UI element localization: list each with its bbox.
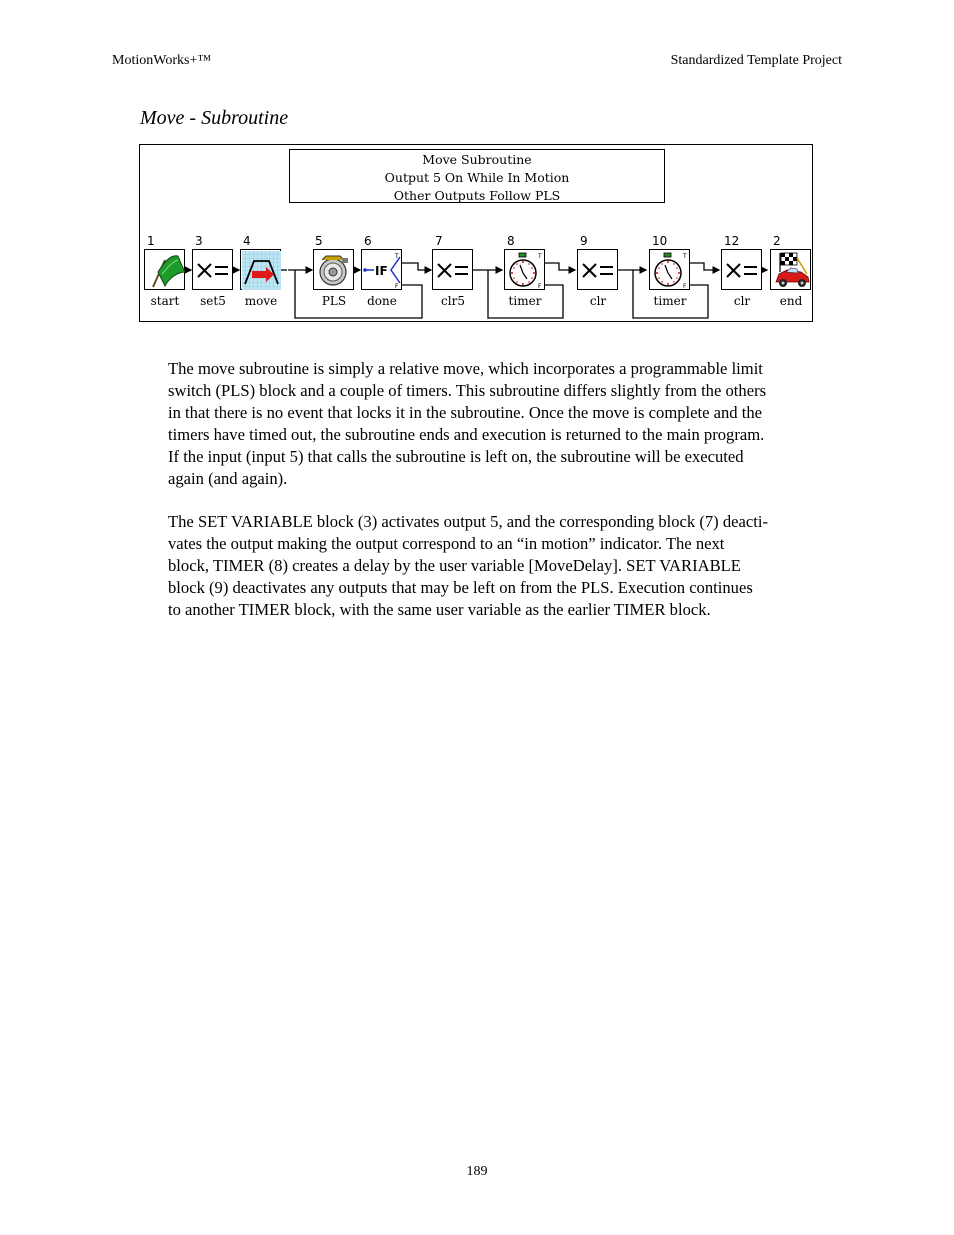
svg-text:IF: IF xyxy=(375,264,388,278)
block-label: clr xyxy=(733,294,751,308)
svg-text:T: T xyxy=(683,253,687,260)
set-variable-icon xyxy=(193,250,234,291)
svg-text:T: T xyxy=(538,253,542,260)
header-product-name: MotionWorks+™ xyxy=(112,53,212,68)
block-number: 9 xyxy=(580,234,588,248)
move-profile-icon xyxy=(241,250,282,291)
set-variable-block[interactable] xyxy=(577,249,618,290)
block-number: 8 xyxy=(507,234,515,248)
svg-text:F: F xyxy=(538,283,542,290)
stopwatch-icon xyxy=(650,250,691,291)
block-number: 3 xyxy=(195,234,203,248)
text-line: If the input (input 5) that calls the subroutine is left on, the subroutine will be executed xyxy=(168,447,744,466)
text-line: timers have timed out, the subroutine ends and execution is returned to the main program. xyxy=(168,425,765,444)
text-line: block (9) deactivates any outputs that may be left on from the PLS. Execution continues xyxy=(168,578,753,597)
block-label: clr xyxy=(589,294,607,308)
set-variable-block[interactable] xyxy=(432,249,473,290)
if-done-block[interactable] xyxy=(361,249,402,290)
comment-line: Move Subroutine xyxy=(422,152,532,167)
if-decision-icon xyxy=(362,250,403,291)
text-line: vates the output making the output correspond to an “in motion” indicator. The next xyxy=(168,534,725,553)
text-line: The move subroutine is simply a relative move, which incorporates a programmable limit xyxy=(168,359,763,378)
block-label: timer xyxy=(653,294,687,308)
block-number: 5 xyxy=(315,234,323,248)
section-title: Move - Subroutine xyxy=(140,107,289,129)
block-number: 1 xyxy=(147,234,155,248)
text-line: block, TIMER (8) creates a delay by the user variable [MoveDelay]. SET VARIABLE xyxy=(168,556,741,575)
block-label: timer xyxy=(508,294,542,308)
block-label: clr5 xyxy=(441,294,465,308)
text-line: again (and again). xyxy=(168,469,288,488)
comment-line: Output 5 On While In Motion xyxy=(384,170,570,185)
block-label: done xyxy=(367,294,397,308)
block-label: set5 xyxy=(200,294,226,308)
block-number: 10 xyxy=(652,234,668,248)
text-line: to another TIMER block, with the same user variable as the earlier TIMER block. xyxy=(168,600,711,619)
block-label: end xyxy=(779,294,803,308)
end-block[interactable] xyxy=(770,249,811,290)
text-line: The SET VARIABLE block (3) activates output 5, and the corresponding block (7) deacti- xyxy=(168,512,768,531)
block-label: start xyxy=(150,294,180,308)
green-flag-icon xyxy=(145,250,186,291)
block-number: 7 xyxy=(435,234,443,248)
svg-text:T: T xyxy=(395,253,399,260)
pls-block[interactable] xyxy=(313,249,354,290)
set-variable-block[interactable] xyxy=(192,249,233,290)
paragraph xyxy=(168,511,848,621)
svg-text:F: F xyxy=(395,283,399,290)
block-label: PLS xyxy=(321,294,347,308)
set-variable-icon xyxy=(433,250,474,291)
block-number: 4 xyxy=(243,234,251,248)
text-line: switch (PLS) block and a couple of timers. This subroutine differs slightly from the others xyxy=(168,381,767,400)
timer-block[interactable] xyxy=(649,249,690,290)
block-label: move xyxy=(244,294,278,308)
checkered-flag-car-icon xyxy=(771,250,812,291)
text-line: in that there is no event that locks it in the subroutine. Once the move is complete and the xyxy=(168,403,762,422)
block-number: 12 xyxy=(724,234,740,248)
block-number: 6 xyxy=(364,234,372,248)
set-variable-icon xyxy=(578,250,619,291)
page-number: 189 xyxy=(466,1164,488,1179)
header-document-title: Standardized Template Project xyxy=(670,53,842,68)
set-variable-icon xyxy=(722,250,763,291)
paragraph xyxy=(168,358,848,490)
comment-line: Other Outputs Follow PLS xyxy=(393,188,561,203)
block-number: 2 xyxy=(773,234,781,248)
stopwatch-icon xyxy=(505,250,546,291)
set-variable-block[interactable] xyxy=(721,249,762,290)
start-block[interactable] xyxy=(144,249,185,290)
flowchart-diagram xyxy=(139,144,813,322)
pls-cam-icon xyxy=(314,250,355,291)
timer-block[interactable] xyxy=(504,249,545,290)
svg-text:F: F xyxy=(683,283,687,290)
move-block[interactable] xyxy=(240,249,281,290)
